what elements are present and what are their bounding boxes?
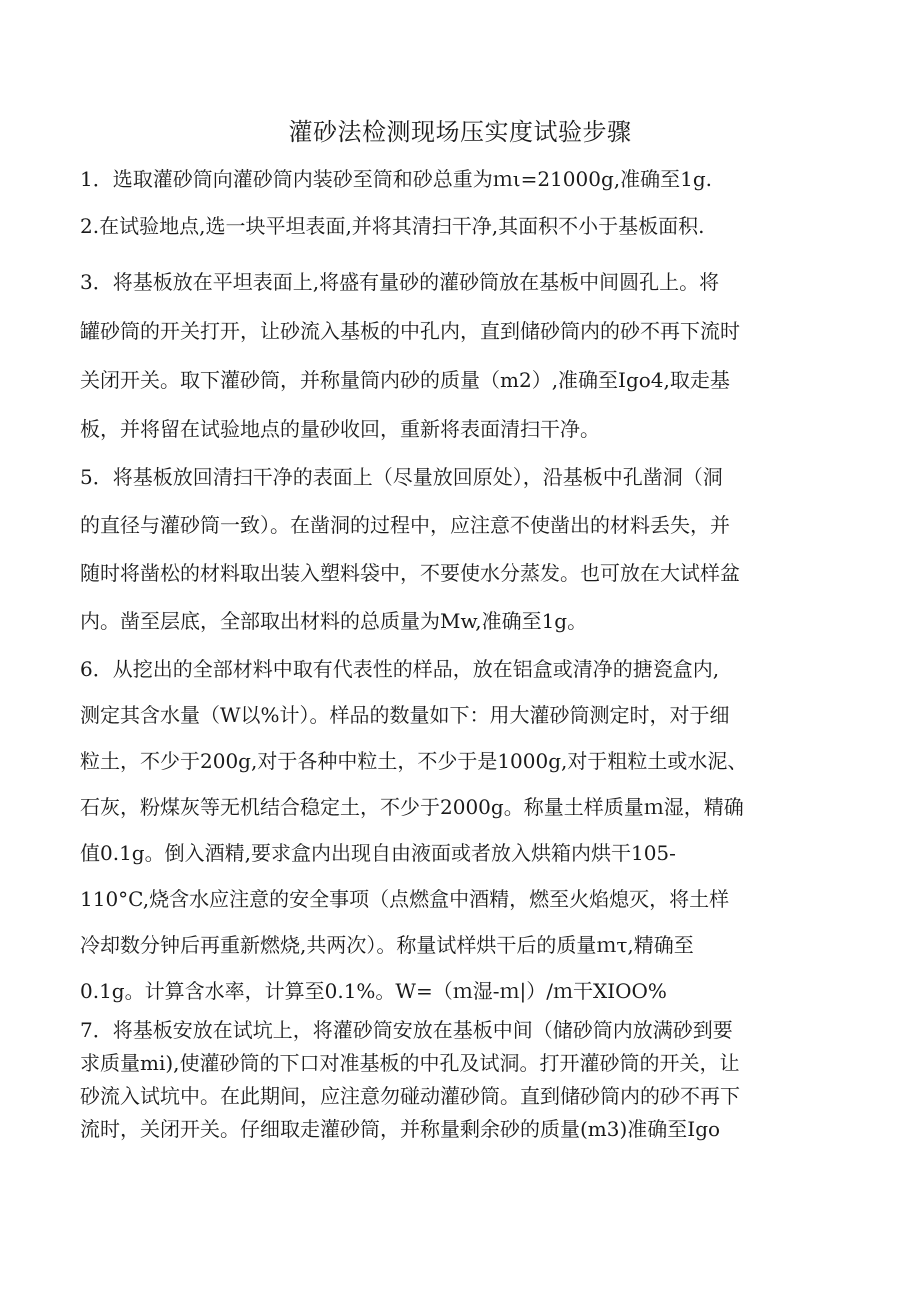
document-title: 灌砂法检测现场压实度试验步骤: [288, 118, 632, 146]
paragraph-line: 值0.1g。倒入酒精,要求盒内出现自由液面或者放入烘箱内烘干105-: [80, 841, 676, 865]
paragraph-line: 1．选取灌砂筒向灌砂筒内装砂至筒和砂总重为ｍι=21000g,准确至1g.: [80, 167, 712, 191]
paragraph-line: 110°C,烧含水应注意的安全事项（点燃盒中酒精，燃至火焰熄灭，将土样: [80, 887, 730, 911]
paragraph-line: 的直径与灌砂筒一致）。在凿洞的过程中，应注意不使凿出的材料丢失，并: [80, 513, 730, 537]
paragraph-step-6: [80, 646, 840, 1014]
paragraph-line: 内。凿至层底，全部取出材料的总质量为Mw,准确至1g。: [80, 609, 588, 633]
paragraph-line: 板，并将留在试验地点的量砂收回，重新将表面清扫干净。: [80, 417, 600, 441]
paragraph-line: 关闭开关。取下灌砂筒，并称量筒内砂的质量（m2）,准确至Igo4,取走基: [80, 368, 730, 392]
paragraph-line: 流时，关闭开关。仔细取走灌砂筒，并称量剩余砂的质量(m3)准确至Igo: [80, 1117, 721, 1141]
paragraph-line: 罐砂筒的开关打开，让砂流入基板的中孔内，直到储砂筒内的砂不再下流时: [80, 319, 740, 343]
paragraph-line: 测定其含水量（W以%计）。样品的数量如下：用大灌砂筒测定时，对于细: [80, 703, 730, 727]
paragraph-step-2: [80, 211, 840, 241]
paragraph-line: 求质量mi),使灌砂筒的下口对准基板的中孔及试洞。打开灌砂筒的开关，让: [80, 1051, 740, 1075]
paragraph-line: 6．从挖出的全部材料中取有代表性的样品，放在铝盒或清净的搪瓷盒内,: [80, 657, 720, 681]
paragraph-line: 0.1g。计算含水率，计算至0.1%。W=（ｍ湿-ｍ|）/ｍ干XIOO%: [80, 979, 667, 1003]
paragraph-line: 5．将基板放回清扫干净的表面上（尽量放回原处），沿基板中孔凿洞（洞: [80, 465, 723, 489]
paragraph-line: 3．将基板放在平坦表面上,将盛有量砂的灌砂筒放在基板中间圆孔上。将: [80, 270, 720, 294]
paragraph-step-5: [80, 453, 840, 645]
paragraph-line: 粒土，不少于200g,对于各种中粒土，不少于是1000g,对于粗粒土或水泥、: [80, 749, 748, 773]
paragraph-step-3: [80, 258, 840, 454]
paragraph-line: 石灰，粉煤灰等无机结合稳定土，不少于2000g。称量土样质量ｍ湿，精确: [80, 795, 744, 819]
paragraph-step-1: [80, 164, 840, 194]
paragraph-line: 随时将凿松的材料取出装入塑料袋中，不要使水分蒸发。也可放在大试样盆: [80, 561, 740, 585]
paragraph-line: 冷却数分钟后再重新燃烧,共两次）。称量试样烘干后的质量ｍτ,精确至: [80, 933, 694, 957]
paragraph-line: 2.在试验地点,选一块平坦表面,并将其清扫干净,其面积不小于基板面积.: [80, 214, 705, 238]
paragraph-line: 砂流入试坑中。在此期间，应注意勿碰动灌砂筒。直到储砂筒内的砂不再下: [80, 1084, 740, 1108]
paragraph-line: 7．将基板安放在试坑上，将灌砂筒安放在基板中间（储砂筒内放满砂到要: [80, 1018, 733, 1042]
paragraph-step-7: [80, 1014, 840, 1146]
